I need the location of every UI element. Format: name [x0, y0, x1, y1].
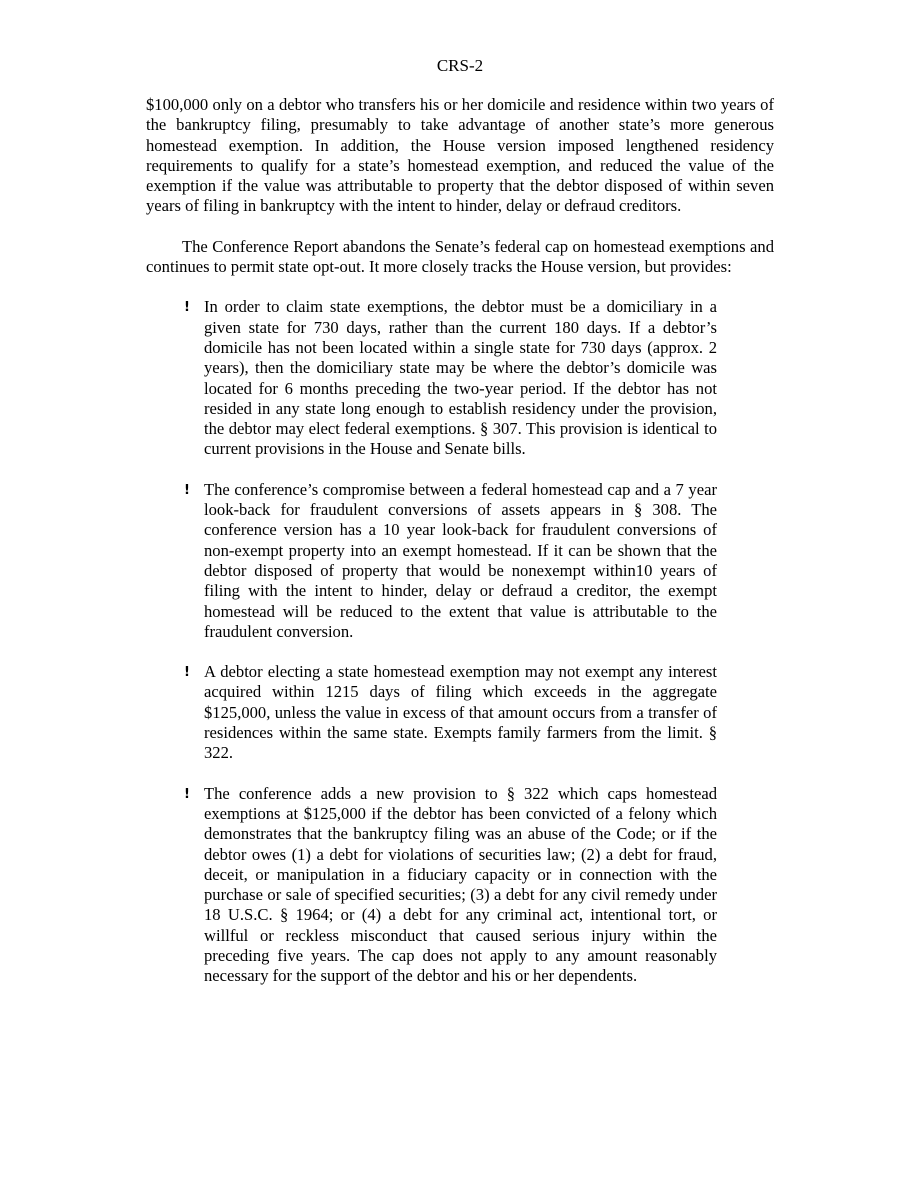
- bullet-text: The conference’s compromise between a federal homestead cap and a 7 year look-back for fraudulent conversions of assets appears in § 308. The conference version has a 10 year look-back for fraudulent conversions of non-exempt property into an exempt homestead. If it can be shown that the debtor disposed of property that would be nonexempt within10 years of filing with the intent to hinder, delay or defraud a creditor, the exempt homestead will be reduced to the extent that value is attributable to the fraudulent conversion.: [204, 479, 717, 641]
- bullet-text: The conference adds a new provision to § 322 which caps homestead exemptions at $125,000 if the debtor has been convicted of a felony which demonstrates that the bankruptcy filing was an abuse of the Code; or if the debtor owes (1) a debt for violations of securities law; (2) a debt for fraud, deceit, or manipulation in a fiduciary capacity or in connection with the purchase or sale of specified securities; (3) a debt for any civil remedy under 18 U.S.C. § 1964; or (4) a debt for any criminal act, intentional tort, or willful or reckless misconduct that caused serious injury within the preceding five years. The cap does not apply to any amount reasonably necessary for the support of the debtor and his or her dependents.: [204, 783, 717, 986]
- exclamation-bullet-icon: !: [184, 665, 190, 681]
- exclamation-bullet-icon: !: [184, 300, 190, 316]
- page-header: [0, 56, 920, 76]
- exclamation-bullet-icon: !: [184, 786, 190, 802]
- page-number: CRS-2: [436, 56, 484, 75]
- bullet-text: A debtor electing a state homestead exemption may not exempt any interest acquired within 1215 days of filing which exceeds in the aggregate $125,000, unless the value in excess of that amount occurs from a transfer of residences within the same state. Exempts family farmers from the limit. § 322.: [204, 662, 717, 763]
- document-body: [146, 95, 774, 1007]
- list-item: [184, 662, 717, 763]
- list-item: [184, 783, 717, 987]
- bullet-text: In order to claim state exemptions, the debtor must be a domiciliary in a given state for 730 days, rather than the current 180 days. If a debtor’s domicile has not been located within a single state for 730 days (approx. 2 years), then the domiciliary state may be where the debtor’s domicile was located for 6 months preceding the two-year period. If the debtor has not resided in any state long enough to establish residency under the provision, the debtor may elect federal exemptions. § 307. This provision is identical to current provisions in the House and Senate bills.: [204, 297, 717, 459]
- list-item: [184, 297, 717, 459]
- continuation-paragraph: $100,000 only on a debtor who transfers his or her domicile and residence within two years of the bankruptcy filing, presumably to take advantage of another state’s more generous homestead exemption. In addition, the House version imposed lengthened residency requirements to qualify for a state’s homestead exemption, and reduced the value of the exemption if the value was attributable to property that the debtor disposed of within seven years of filing in bankruptcy with the intent to hinder, delay or defraud creditors.: [146, 95, 774, 216]
- list-item: [184, 479, 717, 642]
- conference-report-paragraph: The Conference Report abandons the Senate’s federal cap on homestead exemptions and continues to permit state opt-out. It more closely tracks the House version, but provides:: [146, 236, 774, 277]
- provisions-list: [146, 297, 774, 986]
- exclamation-bullet-icon: !: [184, 482, 190, 498]
